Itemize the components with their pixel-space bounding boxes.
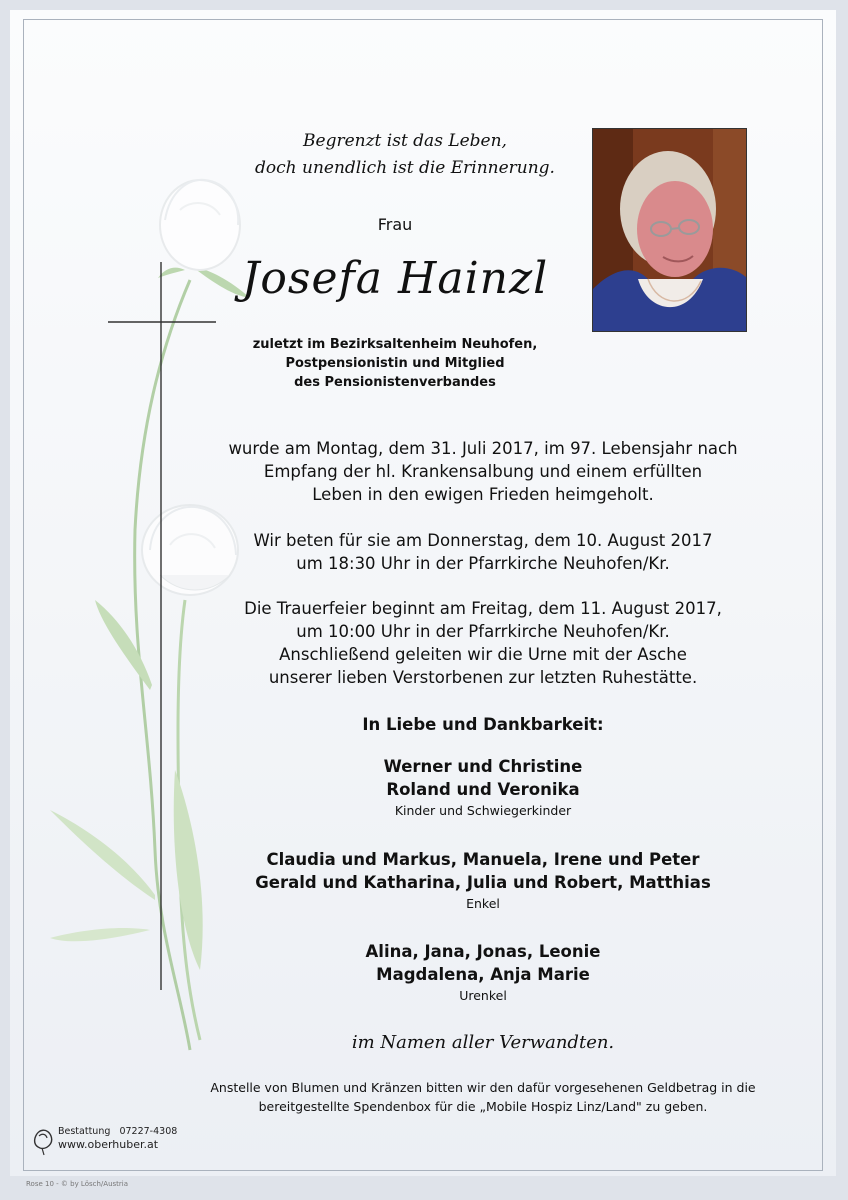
mourner-names: Claudia und Markus, Manuela, Irene und Peter: [266, 850, 700, 869]
mourner-names: Werner und Christine: [383, 757, 583, 776]
motto: [210, 128, 600, 182]
mourner-role: Kinder und Schwiegerkinder: [394, 803, 572, 818]
mourner-names: Alina, Jana, Jonas, Leonie: [365, 942, 601, 961]
mourner-names: Gerald und Katharina, Julia und Robert, Matthias: [255, 873, 711, 892]
announcement-line: Wir beten für sie am Donnerstag, dem 10. August 2017: [253, 531, 713, 550]
announcement-line: Die Trauerfeier beginnt am Freitag, dem 11. August 2017,: [244, 599, 722, 618]
undertaker-phone: 07227-4308: [119, 1126, 178, 1137]
death-announcement: [210, 437, 756, 506]
undertaker-label: Bestattung: [58, 1126, 111, 1137]
motto-line-1: Begrenzt ist das Leben,: [303, 131, 507, 151]
copyright-footer: Rose 10 - © by Lösch/Austria: [26, 1180, 129, 1188]
mourner-role: Enkel: [466, 896, 500, 911]
mourner-group-children: [210, 755, 756, 821]
portrait-photo: [592, 128, 747, 332]
residence-line-2: Postpensionistin und Mitglied: [285, 356, 505, 371]
announcement-line: um 18:30 Uhr in der Pfarrkirche Neuhofen/Kr.: [296, 554, 670, 573]
deceased-name: Josefa Hainzl: [241, 253, 549, 304]
mourner-role: Urenkel: [459, 988, 507, 1003]
deceased-residence: [210, 335, 580, 392]
closing-line: im Namen aller Verwandten.: [351, 1032, 615, 1053]
mourner-group-great-grandchildren: [210, 940, 756, 1006]
undertaker-contact: [58, 1125, 177, 1151]
prayer-announcement: [210, 529, 756, 575]
mourners-heading: In Liebe und Dankbarkeit:: [362, 715, 604, 734]
announcement-line: unserer lieben Verstorbenen zur letzten Ruhestätte.: [268, 668, 698, 687]
announcement-line: Leben in den ewigen Frieden heimgeholt.: [312, 485, 654, 504]
announcement-line: um 10:00 Uhr in der Pfarrkirche Neuhofen/Kr.: [296, 622, 670, 641]
residence-line-1: zuletzt im Bezirksaltenheim Neuhofen,: [252, 337, 538, 352]
funeral-announcement: [210, 597, 756, 689]
donation-note: [210, 1078, 756, 1116]
undertaker-url[interactable]: www.oberhuber.at: [58, 1138, 159, 1151]
mourner-group-grandchildren: [210, 848, 756, 914]
announcement-line: Empfang der hl. Krankensalbung und einem erfüllten: [263, 462, 703, 481]
salutation: Frau: [377, 215, 413, 234]
mourner-names: Magdalena, Anja Marie: [376, 965, 590, 984]
mourner-names: Roland und Veronika: [386, 780, 580, 799]
note-line: bereitgestellte Spendenbox für die „Mobile Hospiz Linz/Land" zu geben.: [258, 1099, 708, 1114]
announcement-line: wurde am Montag, dem 31. Juli 2017, im 97. Lebensjahr nach: [228, 439, 738, 458]
announcement-line: Anschließend geleiten wir die Urne mit der Asche: [279, 645, 687, 664]
note-line: Anstelle von Blumen und Kränzen bitten wir den dafür vorgesehenen Geldbetrag in die: [210, 1080, 756, 1095]
residence-line-3: des Pensionistenverbandes: [294, 375, 496, 390]
motto-line-2: doch unendlich ist die Erinnerung.: [255, 158, 555, 178]
